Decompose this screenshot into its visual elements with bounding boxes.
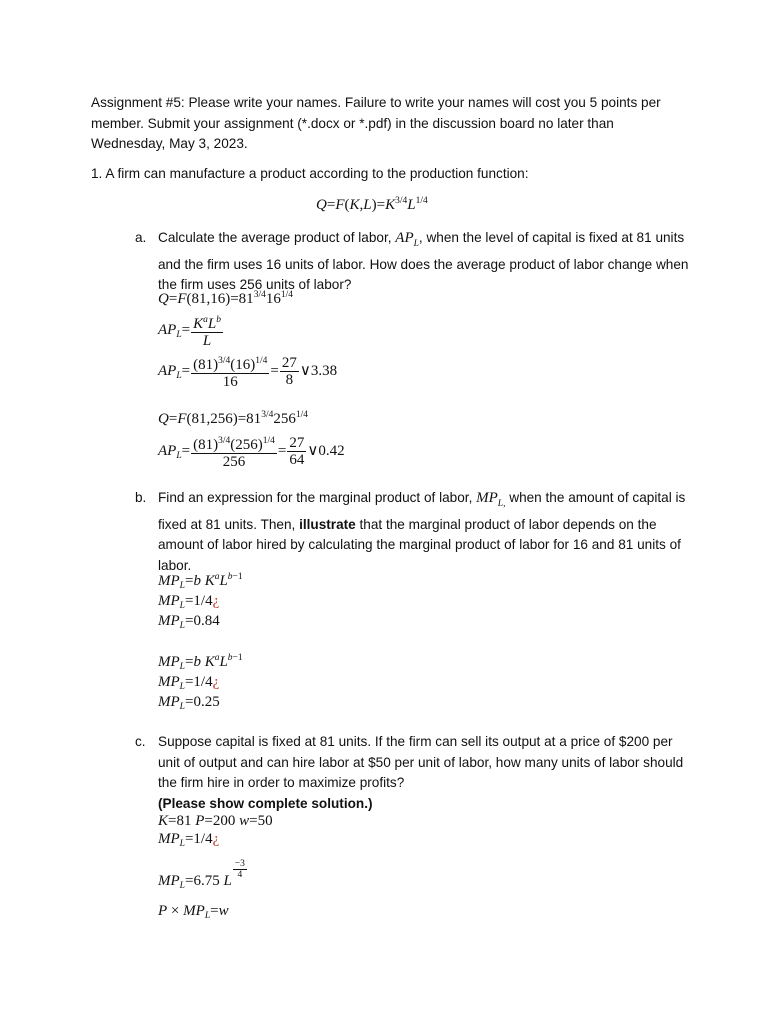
profit-condition: $P \times MP_L=w$ bbox=[158, 903, 229, 921]
mp-sub-1: $MP_L=1/4¿$ bbox=[158, 593, 220, 611]
mp-formula-2: $MP_L=b$ $K^aL^{b-1}$ bbox=[158, 653, 243, 672]
header-line-3: Wednesday, May 3, 2023. bbox=[91, 136, 248, 151]
part-b-marker: b. bbox=[135, 490, 147, 505]
production-function: $Q=F(K,L)=K^{3/4}L^{1/4}$ bbox=[316, 196, 428, 213]
part-b-text: Find an expression for the marginal product of labor, $MP_{L,}$ when the amount of capital is fixed at 81 units. Then, illustrate that the marginal product of labor depends on the amount of labor hired by calculating the marginal product of labor for 16 and 81 units of labor. bbox=[158, 490, 686, 573]
ap-symbol: $AP_L$ bbox=[395, 230, 419, 249]
mp-symbol: $MP_{L,}$ bbox=[476, 490, 506, 509]
question-1-text: 1. A firm can manufacture a product according to the production function: bbox=[91, 166, 529, 181]
q-81-256: $Q=F(81,256)=81^{3/4}256^{1/4}$ bbox=[158, 410, 308, 427]
q-81-16: $Q=F(81,16)=81^{3/4}16^{1/4}$ bbox=[158, 290, 293, 307]
mp-sub-3: $MP_L=1/4¿$ bbox=[158, 831, 220, 849]
header-line-2: member. Submit your assignment (*.docx or *.pdf) in the discussion board no later than bbox=[91, 115, 614, 131]
ap-at-256: $AP_L=$ $\frac{(81)^{3/4}(256)^{1/4}}{256}$ = $\frac{27}{64}$ ∨0.42 bbox=[158, 435, 345, 470]
mp-expression: $MP_L=6.75$ L $\frac{-3}{4}$ bbox=[158, 859, 245, 891]
mp-sub-2: $MP_L=1/4¿$ bbox=[158, 674, 220, 692]
given-values: K=81 P=200 w=50 bbox=[158, 813, 273, 829]
assignment-header bbox=[91, 93, 691, 155]
mp-result-1: $MP_L=0.84$ bbox=[158, 613, 220, 631]
mp-result-2: $MP_L=0.25$ bbox=[158, 694, 220, 712]
part-c-text: Suppose capital is fixed at 81 units. If the firm can sell its output at a price of $200 per unit of output and can hire labor at $50 per unit of labor, how many units of labor should the firm hire in order to maximize profits? (Please show complete solution.) bbox=[158, 734, 684, 811]
header-line-1: Assignment #5: Please write your names. Failure to write your names will cost you 5 points per bbox=[91, 95, 661, 110]
part-a-marker: a. bbox=[135, 230, 147, 245]
ap-at-16: $AP_L=$ $\frac{(81)^{3/4}(16)^{1/4}}{16}$ = $\frac{27}{8}$ ∨3.38 bbox=[158, 355, 338, 390]
ap-formula: $AP_L=$ $\frac{K^aL^b}{L}$ bbox=[158, 312, 224, 349]
mp-formula-1: $MP_L=b$ $K^aL^{b-1}$ bbox=[158, 572, 243, 591]
part-c-note: (Please show complete solution.) bbox=[158, 795, 373, 811]
part-a-text: Calculate the average product of labor, $AP_L$, when the level of capital is fixed at 81 units and the firm uses 16 units of labor. How does the average product of labor change when the firm uses 256 units of labor? bbox=[158, 230, 689, 292]
part-c-marker: c. bbox=[135, 734, 146, 749]
